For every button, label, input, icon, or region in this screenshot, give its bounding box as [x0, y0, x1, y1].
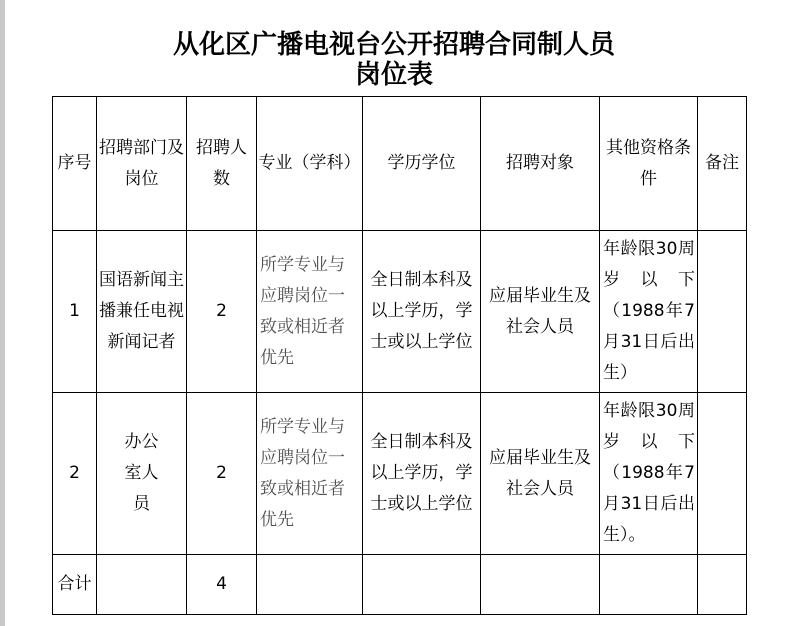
total-education	[363, 555, 481, 615]
row-1-education: 全日制本科及以上学历，学士或以上学位	[363, 231, 481, 393]
total-target	[481, 555, 600, 615]
row-1-other-req: 年龄限30周岁以下（1988年7月31日后出生）	[600, 231, 698, 393]
header-count: 招聘人数	[187, 97, 257, 231]
row-1-count: 2	[187, 231, 257, 393]
total-row	[53, 555, 747, 615]
row-1-remarks	[698, 231, 747, 393]
header-other-req: 其他资格条件	[600, 97, 698, 231]
row-2-remarks	[698, 393, 747, 555]
header-row	[53, 97, 747, 231]
row-2-other-req: 年龄限30周岁以下（1988年7月31日后出生）。	[600, 393, 698, 555]
row-1-dept-post: 国语新闻主播兼任电视新闻记者	[97, 231, 187, 393]
row-1-major: 所学专业与应聘岗位一致或相近者优先	[257, 231, 363, 393]
total-major	[257, 555, 363, 615]
header-target: 招聘对象	[481, 97, 600, 231]
header-index: 序号	[53, 97, 97, 231]
row-2-education: 全日制本科及以上学历，学士或以上学位	[363, 393, 481, 555]
row-2-target: 应届毕业生及社会人员	[481, 393, 600, 555]
row-2-index: 2	[53, 393, 97, 555]
header-major: 专业（学科）	[257, 97, 363, 231]
table-row	[53, 231, 747, 393]
header-dept-post: 招聘部门及岗位	[97, 97, 187, 231]
row-1-index: 1	[53, 231, 97, 393]
recruitment-post-table	[52, 96, 747, 615]
table-row	[53, 393, 747, 555]
total-count: 4	[187, 555, 257, 615]
row-1-target: 应届毕业生及社会人员	[481, 231, 600, 393]
total-label: 合计	[53, 555, 97, 615]
row-2-major: 所学专业与应聘岗位一致或相近者优先	[257, 393, 363, 555]
header-education: 学历学位	[363, 97, 481, 231]
row-2-dept-post: 办公室人员	[97, 393, 187, 555]
total-other-req	[600, 555, 698, 615]
total-dept-post	[97, 555, 187, 615]
window-left-edge	[0, 0, 5, 626]
document-title-line-1: 从化区广播电视台公开招聘合同制人员	[172, 30, 615, 60]
row-2-count: 2	[187, 393, 257, 555]
total-remarks	[698, 555, 747, 615]
document-title-line-2: 岗位表	[354, 60, 433, 90]
header-remarks: 备注	[698, 97, 747, 231]
